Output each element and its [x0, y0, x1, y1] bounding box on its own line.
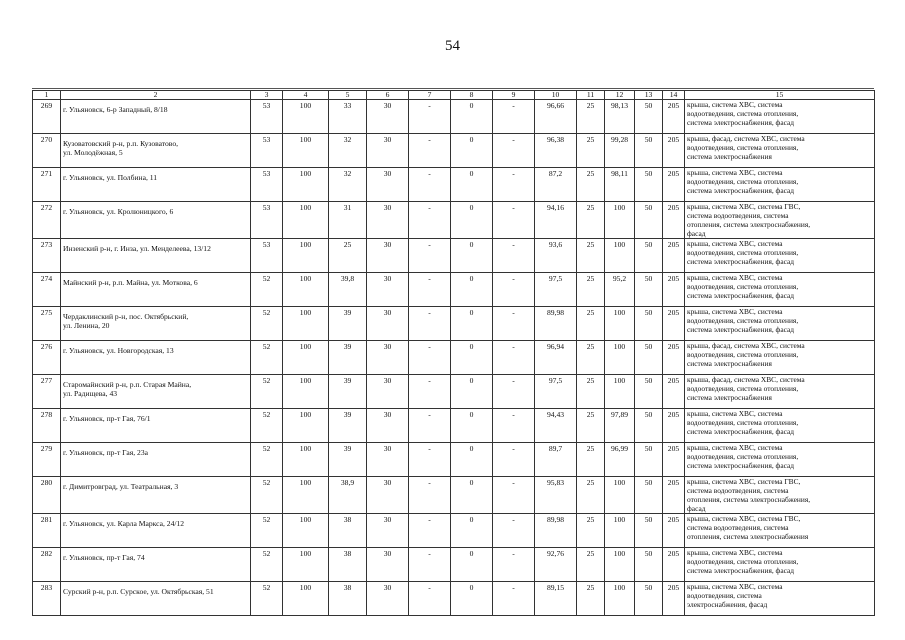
- address-cell: г. Ульяновск, 6-р Западный, 8/18: [61, 100, 251, 134]
- table-header: [33, 91, 875, 100]
- col12-cell: 100: [605, 548, 635, 582]
- col12-cell: 100: [605, 514, 635, 548]
- col12-cell: 100: [605, 375, 635, 409]
- column-header-15: 15: [685, 91, 875, 100]
- col3-cell: 52: [251, 548, 283, 582]
- column-header-5: 5: [329, 91, 367, 100]
- row-number: 278: [33, 409, 61, 443]
- col14-cell: 205: [663, 307, 685, 341]
- col4-cell: 100: [283, 548, 329, 582]
- address-cell: г. Ульяновск, ул. Новгородская, 13: [61, 341, 251, 375]
- col14-cell: 205: [663, 134, 685, 168]
- col7-cell: -: [409, 307, 451, 341]
- row-number: 277: [33, 375, 61, 409]
- row-number: 275: [33, 307, 61, 341]
- col12-cell: 98,13: [605, 100, 635, 134]
- col12-cell: 96,99: [605, 443, 635, 477]
- col5-cell: 38: [329, 548, 367, 582]
- col10-cell: 96,38: [535, 134, 577, 168]
- col10-cell: 89,15: [535, 582, 577, 616]
- col5-cell: 32: [329, 168, 367, 202]
- row-number: 283: [33, 582, 61, 616]
- col9-cell: -: [493, 307, 535, 341]
- col10-cell: 97,5: [535, 273, 577, 307]
- col5-cell: 32: [329, 134, 367, 168]
- row-number: 273: [33, 239, 61, 273]
- column-header-3: 3: [251, 91, 283, 100]
- col5-cell: 25: [329, 239, 367, 273]
- col3-cell: 52: [251, 375, 283, 409]
- col14-cell: 205: [663, 202, 685, 239]
- table-row: [33, 168, 875, 202]
- col9-cell: -: [493, 582, 535, 616]
- page-number: 54: [445, 38, 460, 54]
- col13-cell: 50: [635, 514, 663, 548]
- col12-cell: 99,28: [605, 134, 635, 168]
- table-row: [33, 477, 875, 514]
- address-cell: Инзенский р-н, г. Инза, ул. Менделеева, 13/12: [61, 239, 251, 273]
- works-list-cell: крыша, система ХВС, система ГВС, система водоотведения, система отопления, система электроснабжения, фасад: [685, 477, 875, 514]
- row-number: 270: [33, 134, 61, 168]
- col8-cell: 0: [451, 307, 493, 341]
- address-cell: г. Ульяновск, ул. Карла Маркса, 24/12: [61, 514, 251, 548]
- col13-cell: 50: [635, 100, 663, 134]
- col8-cell: 0: [451, 582, 493, 616]
- col13-cell: 50: [635, 548, 663, 582]
- col14-cell: 205: [663, 341, 685, 375]
- works-list-cell: крыша, фасад, система ХВС, система водоотведения, система отопления, система электроснабжения: [685, 134, 875, 168]
- header-row: [33, 91, 875, 100]
- col3-cell: 52: [251, 443, 283, 477]
- col13-cell: 50: [635, 134, 663, 168]
- col12-cell: 97,89: [605, 409, 635, 443]
- col3-cell: 52: [251, 514, 283, 548]
- col4-cell: 100: [283, 202, 329, 239]
- table-row: [33, 202, 875, 239]
- col12-cell: 100: [605, 582, 635, 616]
- row-number: 282: [33, 548, 61, 582]
- address-cell: Старомайнский р-н, р.п. Старая Майна, ул. Радищева, 43: [61, 375, 251, 409]
- col10-cell: 93,6: [535, 239, 577, 273]
- col14-cell: 205: [663, 273, 685, 307]
- address-cell: г. Ульяновск, пр-т Гая, 76/1: [61, 409, 251, 443]
- col5-cell: 38: [329, 514, 367, 548]
- col14-cell: 205: [663, 582, 685, 616]
- col7-cell: -: [409, 239, 451, 273]
- table-row: [33, 100, 875, 134]
- row-number: 280: [33, 477, 61, 514]
- col11-cell: 25: [577, 375, 605, 409]
- works-list-cell: крыша, система ХВС, система водоотведения, система отопления, система электроснабжения, фасад: [685, 273, 875, 307]
- works-list-cell: крыша, система ХВС, система водоотведения, система отопления, система электроснабжения, фасад: [685, 443, 875, 477]
- col10-cell: 89,7: [535, 443, 577, 477]
- col3-cell: 52: [251, 307, 283, 341]
- table-row: [33, 307, 875, 341]
- col14-cell: 205: [663, 409, 685, 443]
- col9-cell: -: [493, 409, 535, 443]
- col10-cell: 97,5: [535, 375, 577, 409]
- col11-cell: 25: [577, 443, 605, 477]
- column-header-8: 8: [451, 91, 493, 100]
- col11-cell: 25: [577, 134, 605, 168]
- col6-cell: 30: [367, 202, 409, 239]
- col8-cell: 0: [451, 273, 493, 307]
- col12-cell: 100: [605, 202, 635, 239]
- works-list-cell: крыша, фасад, система ХВС, система водоотведения, система отопления, система электроснабжения: [685, 341, 875, 375]
- col9-cell: -: [493, 134, 535, 168]
- col6-cell: 30: [367, 582, 409, 616]
- table-row: [33, 548, 875, 582]
- works-list-cell: крыша, система ХВС, система водоотведения, система электроснабжения, фасад: [685, 582, 875, 616]
- col6-cell: 30: [367, 134, 409, 168]
- works-list-cell: крыша, система ХВС, система водоотведения, система отопления, система электроснабжения, фасад: [685, 307, 875, 341]
- col8-cell: 0: [451, 443, 493, 477]
- col4-cell: 100: [283, 273, 329, 307]
- row-number: 271: [33, 168, 61, 202]
- col11-cell: 25: [577, 202, 605, 239]
- col3-cell: 53: [251, 134, 283, 168]
- col11-cell: 25: [577, 239, 605, 273]
- col7-cell: -: [409, 443, 451, 477]
- col13-cell: 50: [635, 443, 663, 477]
- col8-cell: 0: [451, 548, 493, 582]
- table-row: [33, 134, 875, 168]
- works-list-cell: крыша, система ХВС, система водоотведения, система отопления, система электроснабжения, фасад: [685, 100, 875, 134]
- col6-cell: 30: [367, 273, 409, 307]
- col7-cell: -: [409, 168, 451, 202]
- address-cell: г. Ульяновск, пр-т Гая, 74: [61, 548, 251, 582]
- column-header-9: 9: [493, 91, 535, 100]
- col9-cell: -: [493, 239, 535, 273]
- col6-cell: 30: [367, 514, 409, 548]
- col8-cell: 0: [451, 477, 493, 514]
- col13-cell: 50: [635, 273, 663, 307]
- col4-cell: 100: [283, 375, 329, 409]
- col9-cell: -: [493, 477, 535, 514]
- col8-cell: 0: [451, 168, 493, 202]
- works-list-cell: крыша, фасад, система ХВС, система водоотведения, система отопления, система электроснабжения: [685, 375, 875, 409]
- row-number: 276: [33, 341, 61, 375]
- building-registry-table: [32, 90, 875, 616]
- col13-cell: 50: [635, 409, 663, 443]
- address-cell: г. Ульяновск, ул. Кролюницкого, 6: [61, 202, 251, 239]
- table-row: [33, 375, 875, 409]
- col14-cell: 205: [663, 239, 685, 273]
- table-row: [33, 409, 875, 443]
- col11-cell: 25: [577, 100, 605, 134]
- col10-cell: 89,98: [535, 514, 577, 548]
- col4-cell: 100: [283, 100, 329, 134]
- col9-cell: -: [493, 514, 535, 548]
- col5-cell: 39: [329, 341, 367, 375]
- col9-cell: -: [493, 548, 535, 582]
- col9-cell: -: [493, 375, 535, 409]
- col11-cell: 25: [577, 307, 605, 341]
- col14-cell: 205: [663, 548, 685, 582]
- col10-cell: 96,66: [535, 100, 577, 134]
- col3-cell: 52: [251, 409, 283, 443]
- col11-cell: 25: [577, 341, 605, 375]
- col13-cell: 50: [635, 307, 663, 341]
- table-row: [33, 514, 875, 548]
- address-cell: Чердаклинский р-н, пос. Октябрьский, ул. Ленина, 20: [61, 307, 251, 341]
- table-row: [33, 239, 875, 273]
- col9-cell: -: [493, 443, 535, 477]
- col11-cell: 25: [577, 582, 605, 616]
- col14-cell: 205: [663, 168, 685, 202]
- table-row: [33, 341, 875, 375]
- col8-cell: 0: [451, 514, 493, 548]
- col3-cell: 53: [251, 168, 283, 202]
- col5-cell: 39: [329, 443, 367, 477]
- col10-cell: 95,83: [535, 477, 577, 514]
- col13-cell: 50: [635, 375, 663, 409]
- col8-cell: 0: [451, 134, 493, 168]
- col6-cell: 30: [367, 341, 409, 375]
- row-number: 279: [33, 443, 61, 477]
- col5-cell: 39: [329, 307, 367, 341]
- col8-cell: 0: [451, 341, 493, 375]
- col5-cell: 31: [329, 202, 367, 239]
- works-list-cell: крыша, система ХВС, система водоотведения, система отопления, система электроснабжения, фасад: [685, 409, 875, 443]
- col12-cell: 98,11: [605, 168, 635, 202]
- col6-cell: 30: [367, 239, 409, 273]
- col6-cell: 30: [367, 168, 409, 202]
- col13-cell: 50: [635, 168, 663, 202]
- column-header-14: 14: [663, 91, 685, 100]
- col7-cell: -: [409, 477, 451, 514]
- column-header-7: 7: [409, 91, 451, 100]
- col4-cell: 100: [283, 514, 329, 548]
- col5-cell: 38,9: [329, 477, 367, 514]
- table-row: [33, 273, 875, 307]
- col8-cell: 0: [451, 202, 493, 239]
- col7-cell: -: [409, 582, 451, 616]
- table-row: [33, 443, 875, 477]
- address-cell: Майнский р-н, р.п. Майна, ул. Моткова, 6: [61, 273, 251, 307]
- col6-cell: 30: [367, 548, 409, 582]
- col11-cell: 25: [577, 514, 605, 548]
- col11-cell: 25: [577, 477, 605, 514]
- col5-cell: 39,8: [329, 273, 367, 307]
- col12-cell: 100: [605, 341, 635, 375]
- col6-cell: 30: [367, 100, 409, 134]
- col3-cell: 52: [251, 273, 283, 307]
- col8-cell: 0: [451, 239, 493, 273]
- col6-cell: 30: [367, 443, 409, 477]
- col6-cell: 30: [367, 477, 409, 514]
- col10-cell: 87,2: [535, 168, 577, 202]
- col3-cell: 53: [251, 100, 283, 134]
- address-cell: Кузоватовский р-н, р.п. Кузоватово, ул. Молодёжная, 5: [61, 134, 251, 168]
- col14-cell: 205: [663, 477, 685, 514]
- address-cell: Сурский р-н, р.п. Сурское, ул. Октябрьская, 51: [61, 582, 251, 616]
- col12-cell: 95,2: [605, 273, 635, 307]
- col10-cell: 92,76: [535, 548, 577, 582]
- col4-cell: 100: [283, 582, 329, 616]
- col4-cell: 100: [283, 134, 329, 168]
- works-list-cell: крыша, система ХВС, система ГВС, система водоотведения, система отопления, система электроснабжения, фасад: [685, 202, 875, 239]
- col14-cell: 205: [663, 100, 685, 134]
- column-header-1: 1: [33, 91, 61, 100]
- col5-cell: 39: [329, 409, 367, 443]
- col9-cell: -: [493, 100, 535, 134]
- col14-cell: 205: [663, 514, 685, 548]
- address-cell: г. Ульяновск, ул. Полбина, 11: [61, 168, 251, 202]
- col5-cell: 38: [329, 582, 367, 616]
- col7-cell: -: [409, 341, 451, 375]
- col4-cell: 100: [283, 239, 329, 273]
- col4-cell: 100: [283, 477, 329, 514]
- row-number: 281: [33, 514, 61, 548]
- col4-cell: 100: [283, 168, 329, 202]
- address-cell: г. Ульяновск, пр-т Гая, 23а: [61, 443, 251, 477]
- table-top-rule: [32, 88, 874, 89]
- col9-cell: -: [493, 202, 535, 239]
- col3-cell: 52: [251, 341, 283, 375]
- col6-cell: 30: [367, 375, 409, 409]
- col7-cell: -: [409, 273, 451, 307]
- col10-cell: 94,16: [535, 202, 577, 239]
- col13-cell: 50: [635, 202, 663, 239]
- col3-cell: 53: [251, 202, 283, 239]
- col7-cell: -: [409, 100, 451, 134]
- col7-cell: -: [409, 514, 451, 548]
- col13-cell: 50: [635, 341, 663, 375]
- col3-cell: 52: [251, 477, 283, 514]
- col13-cell: 50: [635, 239, 663, 273]
- col7-cell: -: [409, 202, 451, 239]
- column-header-6: 6: [367, 91, 409, 100]
- col10-cell: 94,43: [535, 409, 577, 443]
- column-header-10: 10: [535, 91, 577, 100]
- col9-cell: -: [493, 341, 535, 375]
- col5-cell: 39: [329, 375, 367, 409]
- col6-cell: 30: [367, 307, 409, 341]
- col4-cell: 100: [283, 307, 329, 341]
- col12-cell: 100: [605, 477, 635, 514]
- col4-cell: 100: [283, 341, 329, 375]
- row-number: 269: [33, 100, 61, 134]
- col9-cell: -: [493, 168, 535, 202]
- col14-cell: 205: [663, 375, 685, 409]
- row-number: 274: [33, 273, 61, 307]
- works-list-cell: крыша, система ХВС, система водоотведения, система отопления, система электроснабжения, фасад: [685, 168, 875, 202]
- table-row: [33, 582, 875, 616]
- col3-cell: 53: [251, 239, 283, 273]
- col4-cell: 100: [283, 409, 329, 443]
- column-header-11: 11: [577, 91, 605, 100]
- col8-cell: 0: [451, 409, 493, 443]
- col8-cell: 0: [451, 100, 493, 134]
- col12-cell: 100: [605, 307, 635, 341]
- col7-cell: -: [409, 134, 451, 168]
- col5-cell: 33: [329, 100, 367, 134]
- col14-cell: 205: [663, 443, 685, 477]
- col4-cell: 100: [283, 443, 329, 477]
- works-list-cell: крыша, система ХВС, система ГВС, система водоотведения, система отопления, система электроснабжения: [685, 514, 875, 548]
- col12-cell: 100: [605, 239, 635, 273]
- works-list-cell: крыша, система ХВС, система водоотведения, система отопления, система электроснабжения, фасад: [685, 239, 875, 273]
- col9-cell: -: [493, 273, 535, 307]
- column-header-12: 12: [605, 91, 635, 100]
- col11-cell: 25: [577, 168, 605, 202]
- col8-cell: 0: [451, 375, 493, 409]
- works-list-cell: крыша, система ХВС, система водоотведения, система отопления, система электроснабжения, фасад: [685, 548, 875, 582]
- col11-cell: 25: [577, 548, 605, 582]
- col10-cell: 89,98: [535, 307, 577, 341]
- col11-cell: 25: [577, 409, 605, 443]
- col11-cell: 25: [577, 273, 605, 307]
- column-header-13: 13: [635, 91, 663, 100]
- col7-cell: -: [409, 548, 451, 582]
- address-cell: г. Димитровград, ул. Театральная, 3: [61, 477, 251, 514]
- row-number: 272: [33, 202, 61, 239]
- table-body: [33, 100, 875, 616]
- col13-cell: 50: [635, 477, 663, 514]
- col6-cell: 30: [367, 409, 409, 443]
- col3-cell: 52: [251, 582, 283, 616]
- col7-cell: -: [409, 409, 451, 443]
- column-header-2: 2: [61, 91, 251, 100]
- column-header-4: 4: [283, 91, 329, 100]
- col10-cell: 96,94: [535, 341, 577, 375]
- col13-cell: 50: [635, 582, 663, 616]
- col7-cell: -: [409, 375, 451, 409]
